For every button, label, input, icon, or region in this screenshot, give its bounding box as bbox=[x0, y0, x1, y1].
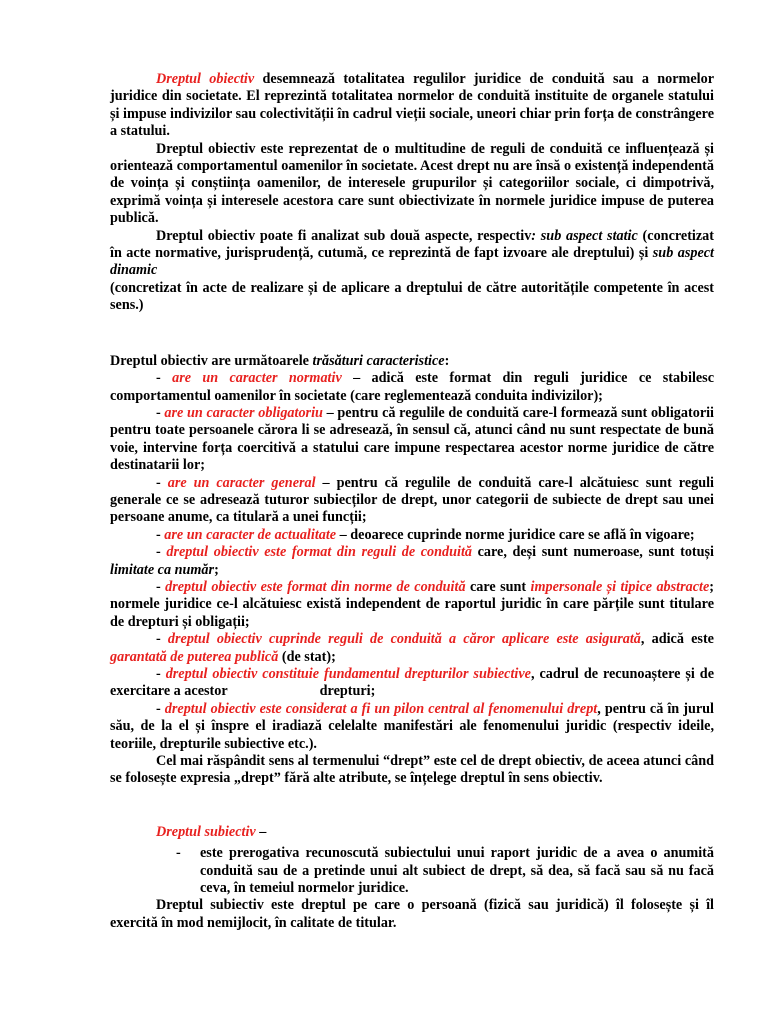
intro-paragraph-4: (concretizat în acte de realizare și de aplicare a dreptului de către autoritățile competente în acest sens.) bbox=[110, 279, 714, 314]
feature-text: , pentru că în jurul său, de la el și înspre el iradiază celelalte manifestări ale fenomenului juridic (respectiv ideile, teoriile, drepturile subiective etc.). bbox=[110, 700, 714, 752]
intro-paragraph-3 bbox=[110, 228, 714, 280]
feature-item bbox=[110, 701, 714, 753]
feature-highlight: are un caracter general bbox=[167, 474, 316, 491]
intro-paragraph-2: Dreptul obiectiv este reprezentat de o multitudine de reguli de conduită ce influențează și orientează comportamentul oamenilor în societate. Acest drept nu are însă o existență independentă de voința și conștiința oamenilor, de interesele grupurilor și categoriilor sociale, ci dimpotrivă, exprimă voința și interesele acestora care sunt obiectivizate în normele juridice impuse de puterea publică. bbox=[110, 140, 714, 227]
item-dash: - bbox=[156, 631, 168, 648]
feature-item bbox=[110, 475, 714, 527]
item-dash: - bbox=[156, 370, 173, 387]
feature-highlight: are un caracter obligatoriu bbox=[164, 404, 323, 421]
subjective-final: Dreptul subiectiv este dreptul pe care o persoană (fizică sau juridică) îl folosește și îl exercită în mod nemijlocit, în calitate de titular. bbox=[110, 897, 714, 931]
feature-text: , cadrul de recunoaștere și de exercitare a acestor bbox=[110, 666, 714, 700]
item-dash: - bbox=[156, 526, 165, 543]
feature-item bbox=[110, 544, 714, 579]
feature-text: care, deși sunt numeroase, sunt totuși bbox=[471, 544, 714, 561]
subjective-definition-text: este prerogativa recunoscută subiectului unui raport juridic de a avea o anumită conduită sau de a pretinde unui alt subiect de drept, să dea, să facă sau să nu facă ceva, în temeiul normelor juridice. bbox=[200, 845, 714, 897]
feature-text-end: ; bbox=[214, 561, 219, 578]
feature-highlight: are un caracter normativ bbox=[172, 370, 342, 387]
feature-text: , adică este bbox=[640, 631, 714, 648]
feature-highlight: are un caracter de actualitate bbox=[164, 526, 337, 543]
item-dash: - bbox=[156, 404, 165, 421]
feature-text-end: (de stat); bbox=[278, 648, 336, 665]
item-dash: - bbox=[156, 578, 166, 595]
feature-highlight: dreptul obiectiv este format din reguli de conduită bbox=[166, 544, 472, 561]
term-dreptul-subiectiv: Dreptul subiectiv bbox=[156, 823, 256, 840]
feature-highlight-2: garantată de puterea publică bbox=[110, 648, 279, 665]
features-closing: Cel mai răspândit sens al termenului “drept” este cel de drept obiectiv, de aceea atunci când se folosește expresia „drept” fără alte atribute, se înțelege dreptul în sens obiectiv. bbox=[110, 753, 714, 787]
spacer bbox=[110, 788, 714, 824]
intro-paragraph-1-text: desemnează totalitatea regulilor juridice de conduită sau a normelor juridice din societate. El reprezintă totalitatea normelor de conduită instituite de organele statului și impuse indivizilor sau colectivității în cadrul vieții sociale, uneori chiar prin forța de constrângere a statului. bbox=[110, 71, 714, 140]
intro-paragraph-1 bbox=[110, 71, 714, 141]
subjective-heading-dash: – bbox=[255, 823, 267, 840]
feature-text: – adică este format din reguli juridice ce stabilesc comportamentul oamenilor în societate (care reglementează conduita indivizilor); bbox=[110, 370, 714, 404]
feature-item bbox=[110, 527, 714, 544]
item-dash: - bbox=[156, 474, 168, 491]
feature-item bbox=[110, 405, 714, 475]
feature-item bbox=[110, 666, 714, 701]
feature-highlight: dreptul obiectiv cuprinde reguli de conduită a căror aplicare este asigurată bbox=[167, 631, 641, 648]
intro-paragraph-3-text-b: (concretizat în acte normative, jurisprudență, cutumă, ce reprezintă de fapt izvoare ale dreptului) și bbox=[110, 227, 714, 262]
feature-text: – pentru că regulile de conduită care-l formează sunt obligatorii pentru toate persoanele cărora li se adresează, în sensul că, atunci când nu sunt respectate de bună voie, intervine forța coercitivă a statului care impune respectarea acestor norme juridice de către destinatarii lor; bbox=[110, 404, 714, 474]
features-lead bbox=[110, 353, 714, 370]
spacer bbox=[110, 315, 714, 353]
feature-text: – pentru că regulile de conduită care-l alcătuiesc sunt reguli generale ce se adresează tuturor subiecților de drept, unor categorii de subiecte de drept sau unei persoane anume, ca titulară a unei funcții; bbox=[110, 474, 714, 526]
feature-highlight: dreptul obiectiv este considerat a fi un pilon central al fenomenului drept bbox=[164, 700, 598, 717]
intro-paragraph-3-text-a: Dreptul obiectiv poate fi analizat sub două aspecte, respectiv bbox=[156, 227, 532, 244]
subjective-definition bbox=[176, 845, 714, 897]
feature-highlight-2: impersonale și tipice abstracte bbox=[530, 578, 710, 595]
feature-text: – deoarece cuprinde norme juridice care se află în vigoare; bbox=[336, 526, 695, 543]
features-lead-italic: trăsături caracteristice bbox=[312, 352, 445, 369]
feature-italic: limitate ca număr bbox=[110, 561, 215, 578]
features-lead-text: Dreptul obiectiv are următoarele bbox=[110, 352, 313, 369]
aspect-static-label: : sub aspect static bbox=[531, 227, 638, 244]
item-dash: - bbox=[156, 700, 165, 717]
item-dash: - bbox=[156, 666, 166, 682]
item-dash: - bbox=[176, 845, 181, 862]
feature-text: care sunt bbox=[465, 578, 531, 595]
item-dash: - bbox=[156, 544, 167, 561]
aspect-dinamic-label: sub aspect dinamic bbox=[110, 245, 714, 279]
features-lead-colon: : bbox=[444, 352, 450, 369]
feature-item bbox=[110, 631, 714, 666]
term-dreptul-obiectiv: Dreptul obiectiv bbox=[156, 71, 255, 87]
feature-item bbox=[110, 579, 714, 631]
feature-text-end: drepturi; bbox=[319, 683, 376, 700]
feature-text-end: ; normele juridice ce-l alcătuiesc există independent de raportul juridic în care părțile sunt titulare de drepturi și obligații; bbox=[110, 578, 714, 630]
feature-item bbox=[110, 370, 714, 405]
subjective-heading bbox=[110, 824, 714, 841]
feature-highlight: dreptul obiectiv constituie fundamentul drepturilor subiective bbox=[165, 666, 531, 682]
feature-highlight: dreptul obiectiv este format din norme de conduită bbox=[165, 578, 466, 595]
